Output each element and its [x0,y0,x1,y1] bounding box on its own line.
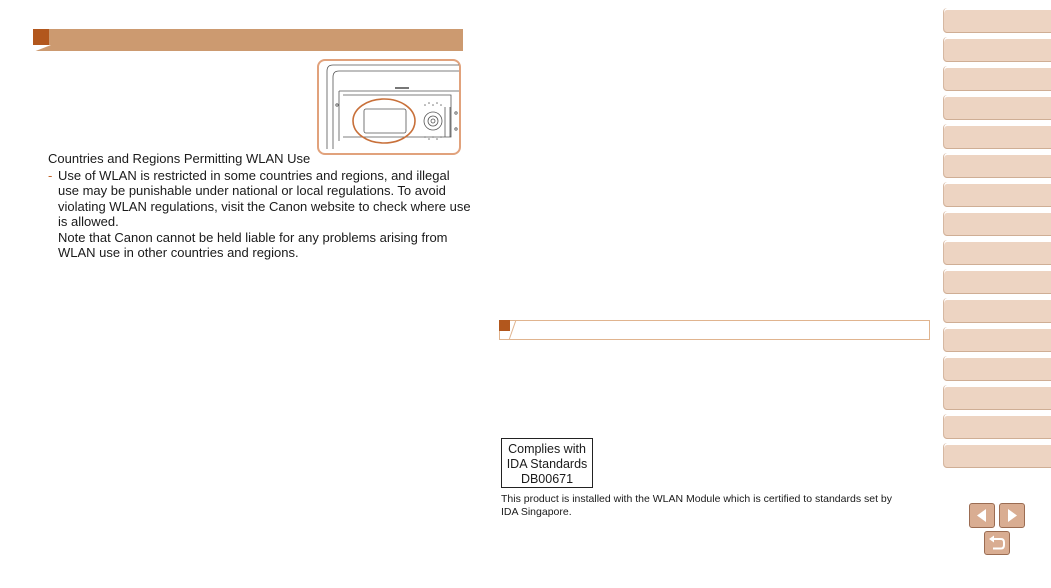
side-tab[interactable] [943,327,1051,352]
camera-illustration-drawing [319,61,459,153]
return-button[interactable] [984,531,1010,555]
section-header-bar [33,29,463,51]
side-tab[interactable] [943,8,1051,33]
next-page-icon [1000,504,1024,527]
camera-illustration [317,59,461,155]
side-tab[interactable] [943,269,1051,294]
prev-page-icon [970,504,994,527]
side-tab[interactable] [943,385,1051,410]
bullet-marker: - [48,168,53,183]
comply-line: IDA Standards [506,457,588,471]
section-header-square [33,29,49,45]
side-tab[interactable] [943,356,1051,381]
return-icon [985,532,1009,554]
paragraph-line: WLAN use in other countries and regions. [58,245,299,261]
paragraph-line: Use of WLAN is restricted in some countries and regions, and illegal [58,168,450,183]
subsection-header-slash [508,320,517,340]
paragraph-line: is allowed. [58,214,119,230]
side-tab[interactable] [943,37,1051,62]
side-tab[interactable] [943,240,1051,265]
side-tab[interactable] [943,414,1051,439]
section-title: Countries and Regions Permitting WLAN Use [48,151,311,166]
paragraph-line: use may be punishable under national or local regulations. To avoid [58,183,446,199]
paragraph-line: Note that Canon cannot be held liable for any problems arising from [58,229,448,245]
paragraph-line: violating WLAN regulations, visit the Canon website to check where use [58,198,471,214]
comply-note-line: IDA Singapore. [501,506,572,518]
side-tab[interactable] [943,153,1051,178]
side-tab[interactable] [943,298,1051,323]
comply-note-line: This product is installed with the WLAN Module which is certified to standards set by [501,493,893,505]
side-tab[interactable] [943,443,1051,468]
side-tab[interactable] [943,182,1051,207]
side-tab[interactable] [943,124,1051,149]
side-tab[interactable] [943,211,1051,236]
ida-compliance-note [501,493,931,519]
side-tab[interactable] [943,66,1051,91]
next-page-button[interactable] [999,503,1025,528]
side-tab[interactable] [943,95,1051,120]
wlan-restriction-paragraph [58,168,478,260]
prev-page-button[interactable] [969,503,995,528]
comply-line: DB00671 [520,472,574,486]
subsection-header-bar [499,320,930,340]
comply-line: Complies with [508,442,586,456]
ida-compliance-label [501,438,593,488]
